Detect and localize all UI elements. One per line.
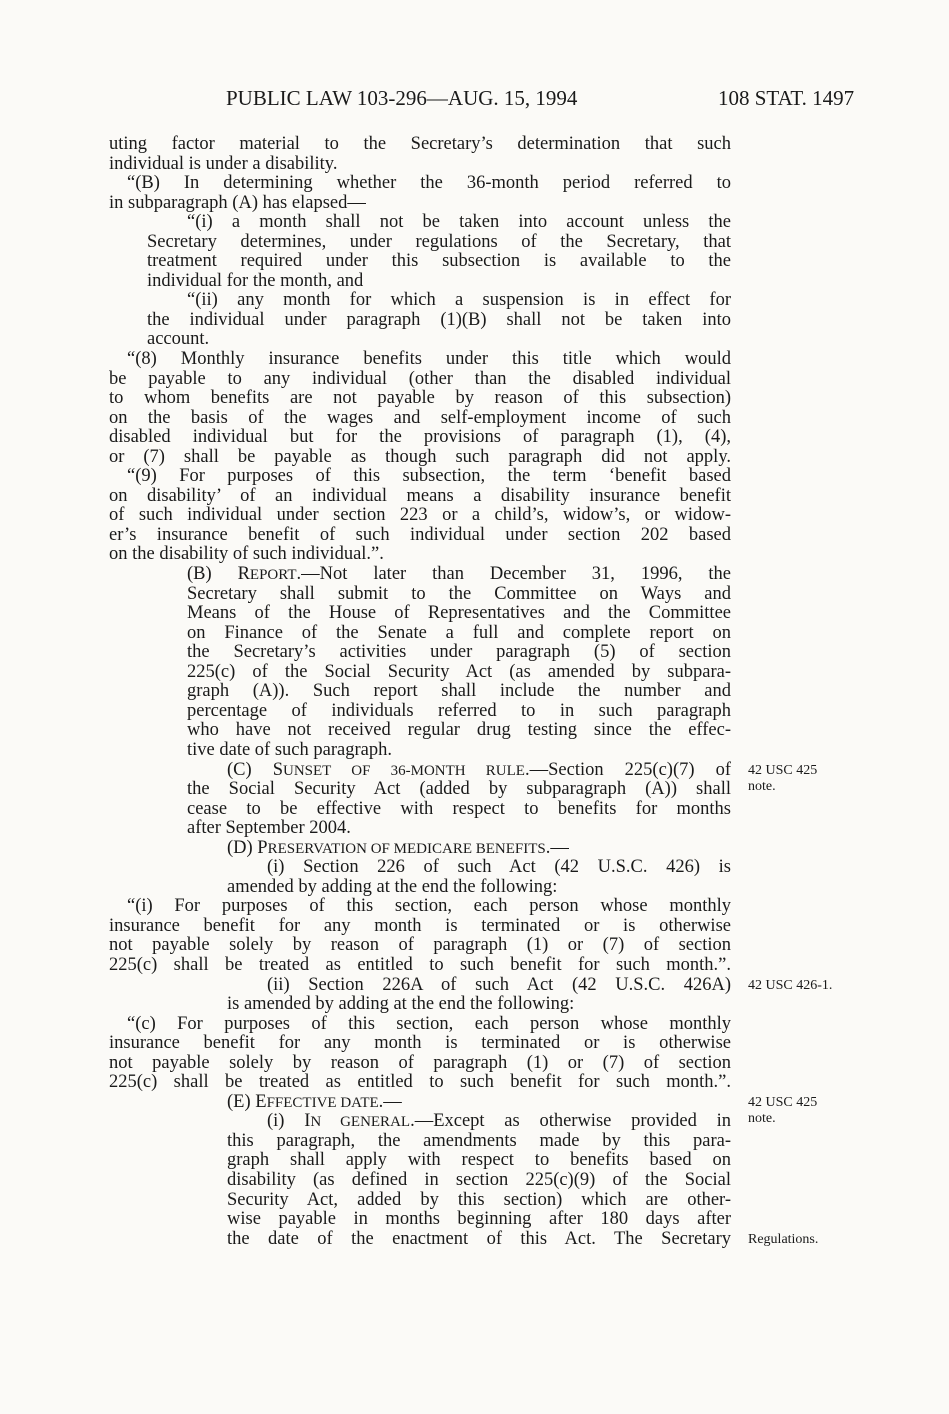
text-line	[109, 311, 731, 331]
running-head-title: PUBLIC LAW 103-296—AUG. 15, 1994	[226, 86, 578, 110]
text-line	[109, 682, 731, 702]
text-line	[109, 1034, 731, 1054]
text-line-content: Means of the House of Representatives and the Committee	[187, 604, 731, 624]
text-line-content: insurance benefit for any month is terminated or is otherwise	[109, 1034, 731, 1054]
text-line	[109, 819, 731, 839]
text-line-content: “(c) For purposes of this section, each person whose monthly	[127, 1014, 731, 1034]
text-line-content: wise payable in months beginning after 180 days after	[227, 1210, 731, 1230]
text-line-content: (E) EFFECTIVE DATE.—	[227, 1091, 402, 1112]
text-line-content: is amended by adding at the end the following:	[227, 994, 575, 1015]
text-line	[109, 663, 731, 683]
text-line-content: be payable to any individual (other than the disabled individual	[109, 369, 731, 389]
text-line	[109, 858, 731, 878]
text-line	[109, 194, 731, 214]
text-line-content: individual for the month, and	[147, 270, 364, 291]
text-line	[109, 643, 731, 663]
text-line-content: “(i) For purposes of this section, each person whose monthly	[127, 897, 731, 917]
text-line	[109, 487, 731, 507]
text-line	[109, 1015, 731, 1035]
text-line-content: (B) REPORT.—Not later than December 31, 1996, the	[187, 565, 731, 585]
text-line	[109, 272, 731, 292]
text-line-content: “(9) For purposes of this subsection, the term ‘benefit based	[127, 467, 731, 487]
margin-note: 42 USC 425 note.	[748, 762, 818, 794]
text-line	[109, 780, 731, 800]
text-line-content: on the disability of such individual.”.	[109, 544, 384, 565]
text-line	[109, 936, 731, 956]
text-line-content: not payable solely by reason of paragraph (1) or (7) of section	[109, 1053, 731, 1073]
text-line	[109, 1132, 731, 1152]
text-line	[109, 995, 731, 1015]
text-line-content: on Finance of the Senate a full and complete report on	[187, 623, 731, 643]
text-line	[109, 917, 731, 937]
text-line	[109, 1093, 731, 1113]
text-line	[109, 233, 731, 253]
text-line	[109, 897, 731, 917]
text-line-content: cease to be effective with respect to benefits for months	[187, 799, 731, 819]
text-line	[109, 741, 731, 761]
text-line	[109, 135, 731, 155]
text-line	[109, 956, 731, 976]
text-line-content: graph (A)). Such report shall include the number and	[187, 682, 731, 702]
text-line	[109, 448, 731, 468]
text-line-content: the Social Security Act (added by subparagraph (A)) shall	[187, 780, 731, 800]
text-line-content: 225(c) shall be treated as entitled to such benefit for such month.”.	[109, 1073, 731, 1093]
body-text	[109, 135, 731, 1249]
text-line	[109, 839, 731, 859]
text-line	[109, 1171, 731, 1191]
text-line-content: (C) SUNSET OF 36-MONTH RULE.—Section 225(c)(7) of	[227, 760, 731, 780]
text-line	[109, 350, 731, 370]
text-line-content: to whom benefits are not payable by reason of this subsection)	[109, 389, 731, 409]
text-line-content: uting factor material to the Secretary’s determination that such	[109, 135, 731, 154]
text-line-content: on the basis of the wages and self-employment income of such	[109, 408, 731, 428]
text-line-content: tive date of such paragraph.	[187, 739, 392, 760]
text-line-content: disability (as defined in section 225(c)(9) of the Social	[227, 1170, 731, 1190]
text-line	[109, 1151, 731, 1171]
text-line	[109, 174, 731, 194]
text-line-content: of such individual under section 223 or a child’s, widow’s, or widow-	[109, 506, 731, 526]
text-line	[109, 1210, 731, 1230]
text-line	[109, 761, 731, 781]
text-line-content: (D) PRESERVATION OF MEDICARE BENEFITS.—	[227, 837, 569, 858]
text-line	[109, 702, 731, 722]
text-line-content: after September 2004.	[187, 818, 351, 839]
text-line-content: account.	[147, 329, 210, 350]
text-line-content: this paragraph, the amendments made by this para-	[227, 1131, 731, 1151]
text-line-content: er’s insurance benefit of such individual under section 202 based	[109, 525, 731, 545]
text-line-content: on disability’ of an individual means a disability insurance benefit	[109, 486, 731, 506]
text-line-content: the Secretary’s activities under paragraph (5) of section	[187, 643, 731, 663]
text-line-content: (i) IN GENERAL.—Except as otherwise provided in	[267, 1112, 731, 1132]
text-line	[109, 800, 731, 820]
text-line	[109, 976, 731, 996]
text-line	[109, 291, 731, 311]
running-head-stat-page: 108 STAT. 1497	[718, 86, 855, 110]
text-line	[109, 213, 731, 233]
text-line-content: who have not received regular drug testing since the effec-	[187, 721, 731, 741]
text-line	[109, 878, 731, 898]
text-line	[109, 585, 731, 605]
text-line	[109, 1191, 731, 1211]
text-line	[109, 370, 731, 390]
text-line-content: or (7) shall be payable as though such paragraph did not apply.	[109, 447, 731, 467]
text-line-content: “(8) Monthly insurance benefits under this title which would	[127, 350, 731, 370]
text-line-content: 225(c) of the Social Security Act (as amended by subpara-	[187, 662, 731, 682]
text-line-content: not payable solely by reason of paragraph (1) or (7) of section	[109, 936, 731, 956]
text-line	[109, 467, 731, 487]
text-line	[109, 545, 731, 565]
text-line-content: in subparagraph (A) has elapsed—	[109, 192, 366, 213]
text-line-content: (i) Section 226 of such Act (42 U.S.C. 426) is	[267, 858, 731, 878]
text-line	[109, 428, 731, 448]
text-line-content: “(B) In determining whether the 36-month period referred to	[127, 174, 731, 194]
text-line-content: the date of the enactment of this Act. The Secretary	[227, 1229, 731, 1249]
text-line-content: 225(c) shall be treated as entitled to such benefit for such month.”.	[109, 955, 731, 975]
text-line	[109, 526, 731, 546]
text-line-content: the individual under paragraph (1)(B) shall not be taken into	[147, 310, 731, 330]
text-line-content: (ii) Section 226A of such Act (42 U.S.C. 426A)	[267, 975, 731, 995]
text-line-content: amended by adding at the end the following:	[227, 876, 558, 897]
margin-note: 42 USC 426-1.	[748, 977, 833, 993]
text-line	[109, 389, 731, 409]
text-line-content: “(ii) any month for which a suspension is in effect for	[187, 291, 731, 311]
text-line-content: Secretary determines, under regulations of the Secretary, that	[147, 232, 731, 252]
text-line	[109, 252, 731, 272]
text-line	[109, 604, 731, 624]
text-line-content: Security Act, added by this section) which are other-	[227, 1190, 731, 1210]
text-line	[109, 506, 731, 526]
text-line-content: Secretary shall submit to the Committee on Ways and	[187, 584, 731, 604]
text-line	[109, 1073, 731, 1093]
text-line-content: insurance benefit for any month is terminated or is otherwise	[109, 916, 731, 936]
text-line-content: graph shall apply with respect to benefits based on	[227, 1151, 731, 1171]
text-line	[109, 624, 731, 644]
text-line-content: “(i) a month shall not be taken into account unless the	[187, 213, 731, 233]
text-line	[109, 409, 731, 429]
margin-note: Regulations.	[748, 1231, 819, 1247]
text-line-content: disabled individual but for the provisions of paragraph (1), (4),	[109, 428, 731, 448]
margin-note: 42 USC 425 note.	[748, 1094, 818, 1126]
text-line	[109, 721, 731, 741]
text-line	[109, 1112, 731, 1132]
text-line	[109, 1230, 731, 1250]
text-line-content: individual is under a disability.	[109, 153, 338, 174]
text-line-content: treatment required under this subsection is available to the	[147, 252, 731, 272]
text-line	[109, 330, 731, 350]
text-line	[109, 565, 731, 585]
text-line	[109, 1054, 731, 1074]
text-line-content: percentage of individuals referred to in such paragraph	[187, 701, 731, 721]
text-line	[109, 155, 731, 175]
